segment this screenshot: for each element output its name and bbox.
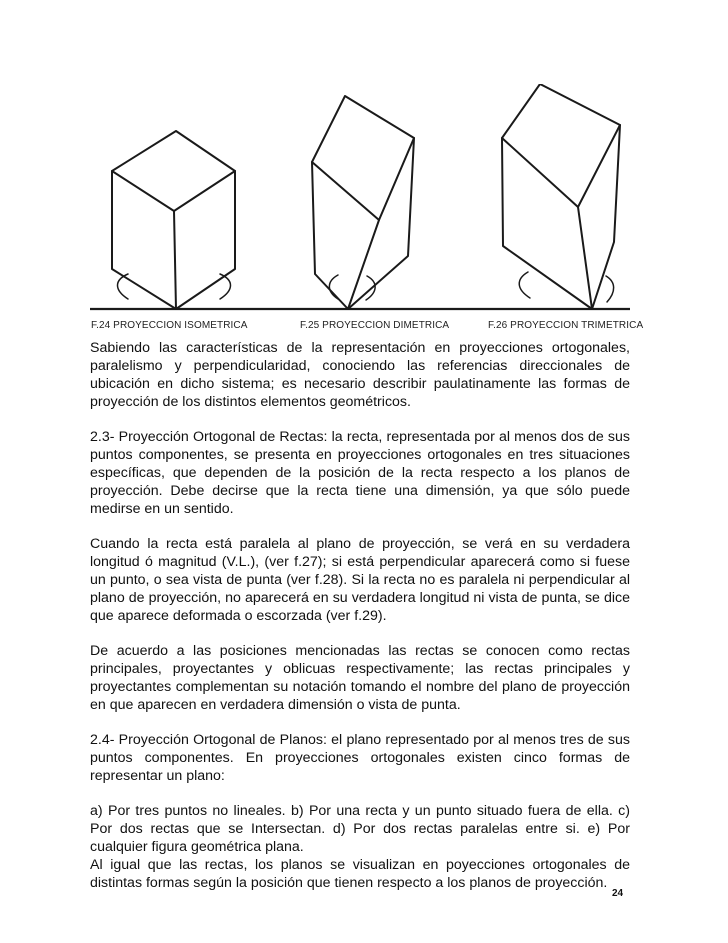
isometric-cube — [112, 131, 235, 309]
paragraph-recta-names: De acuerdo a las posiciones mencionadas las rectas se conocen como rectas principales, proyectantes y oblicuas respectivamente; las rectas principales y proyectantes complementan su notación tomando el nombre del plano de proyección en que aparecen en verdadera dimensión o vista de punta. — [90, 643, 630, 713]
paragraph-plane-views: Al igual que las rectas, los planos se visualizan en poyecciones ortogonales de distintas formas según la posición que tienen respecto a los planos de proyección. — [90, 857, 630, 891]
body-text — [90, 339, 630, 909]
figure-captions — [90, 320, 644, 334]
figure-strip — [90, 84, 630, 316]
paragraph-section-2-4: 2.4- Proyección Ortogonal de Planos: el plano representado por al menos tres de sus puntos componentes. En proyecciones ortogonales existen cinco formas de representar un plano: — [90, 732, 630, 784]
paragraph-intro: Sabiendo las características de la representación en proyecciones ortogonales, paralelismo y perpendicularidad, conociendo las referencias direccionales de ubicación en dicho sistema; es necesario describir paulatinamente las formas de proyección de los distintos elementos geométricos. — [90, 340, 630, 410]
dimetric-cube — [312, 96, 414, 309]
figure-caption-isometric: F.24 PROYECCION ISOMETRICA — [91, 320, 248, 331]
figure-caption-trimetric: F.26 PROYECCION TRIMETRICA — [488, 320, 644, 331]
paragraph-section-2-3: 2.3- Proyección Ortogonal de Rectas: la recta, representada por al menos dos de sus puntos componentes, se presenta en proyecciones ortogonales en tres situaciones específicas, que dependen de la posición de la recta respecto a los planos de proyección. Debe decirse que la recta tiene una dimensión, ya que sólo puede medirse en un sentido. — [90, 429, 630, 517]
paragraph-recta-positions: Cuando la recta está paralela al plano de proyección, se verá en su verdadera longitud ó magnitud (V.L.), (ver f.27); si está perpendicular aparecerá como si fuese un punto, o sea vista de punta (ver f.28). Si la recta no es paralela ni perpendicular al plano de proyección, no aparecerá en su verdadera longitud ni vista de punta, se dice que aparece deformada o escorzada (ver f.29). — [90, 536, 630, 624]
page-number: 24 — [612, 888, 624, 899]
paragraph-plane-forms: a) Por tres puntos no lineales. b) Por una recta y un punto situado fuera de ella. c) Por dos rectas que se Intersectan. d) Por dos rectas paralelas entre si. e) Por cualquier figura geométrica plana. — [90, 803, 630, 855]
figure-caption-dimetric: F.25 PROYECCION DIMETRICA — [300, 320, 450, 331]
trimetric-cube — [502, 84, 620, 309]
cube-projections-illustration — [90, 84, 630, 316]
